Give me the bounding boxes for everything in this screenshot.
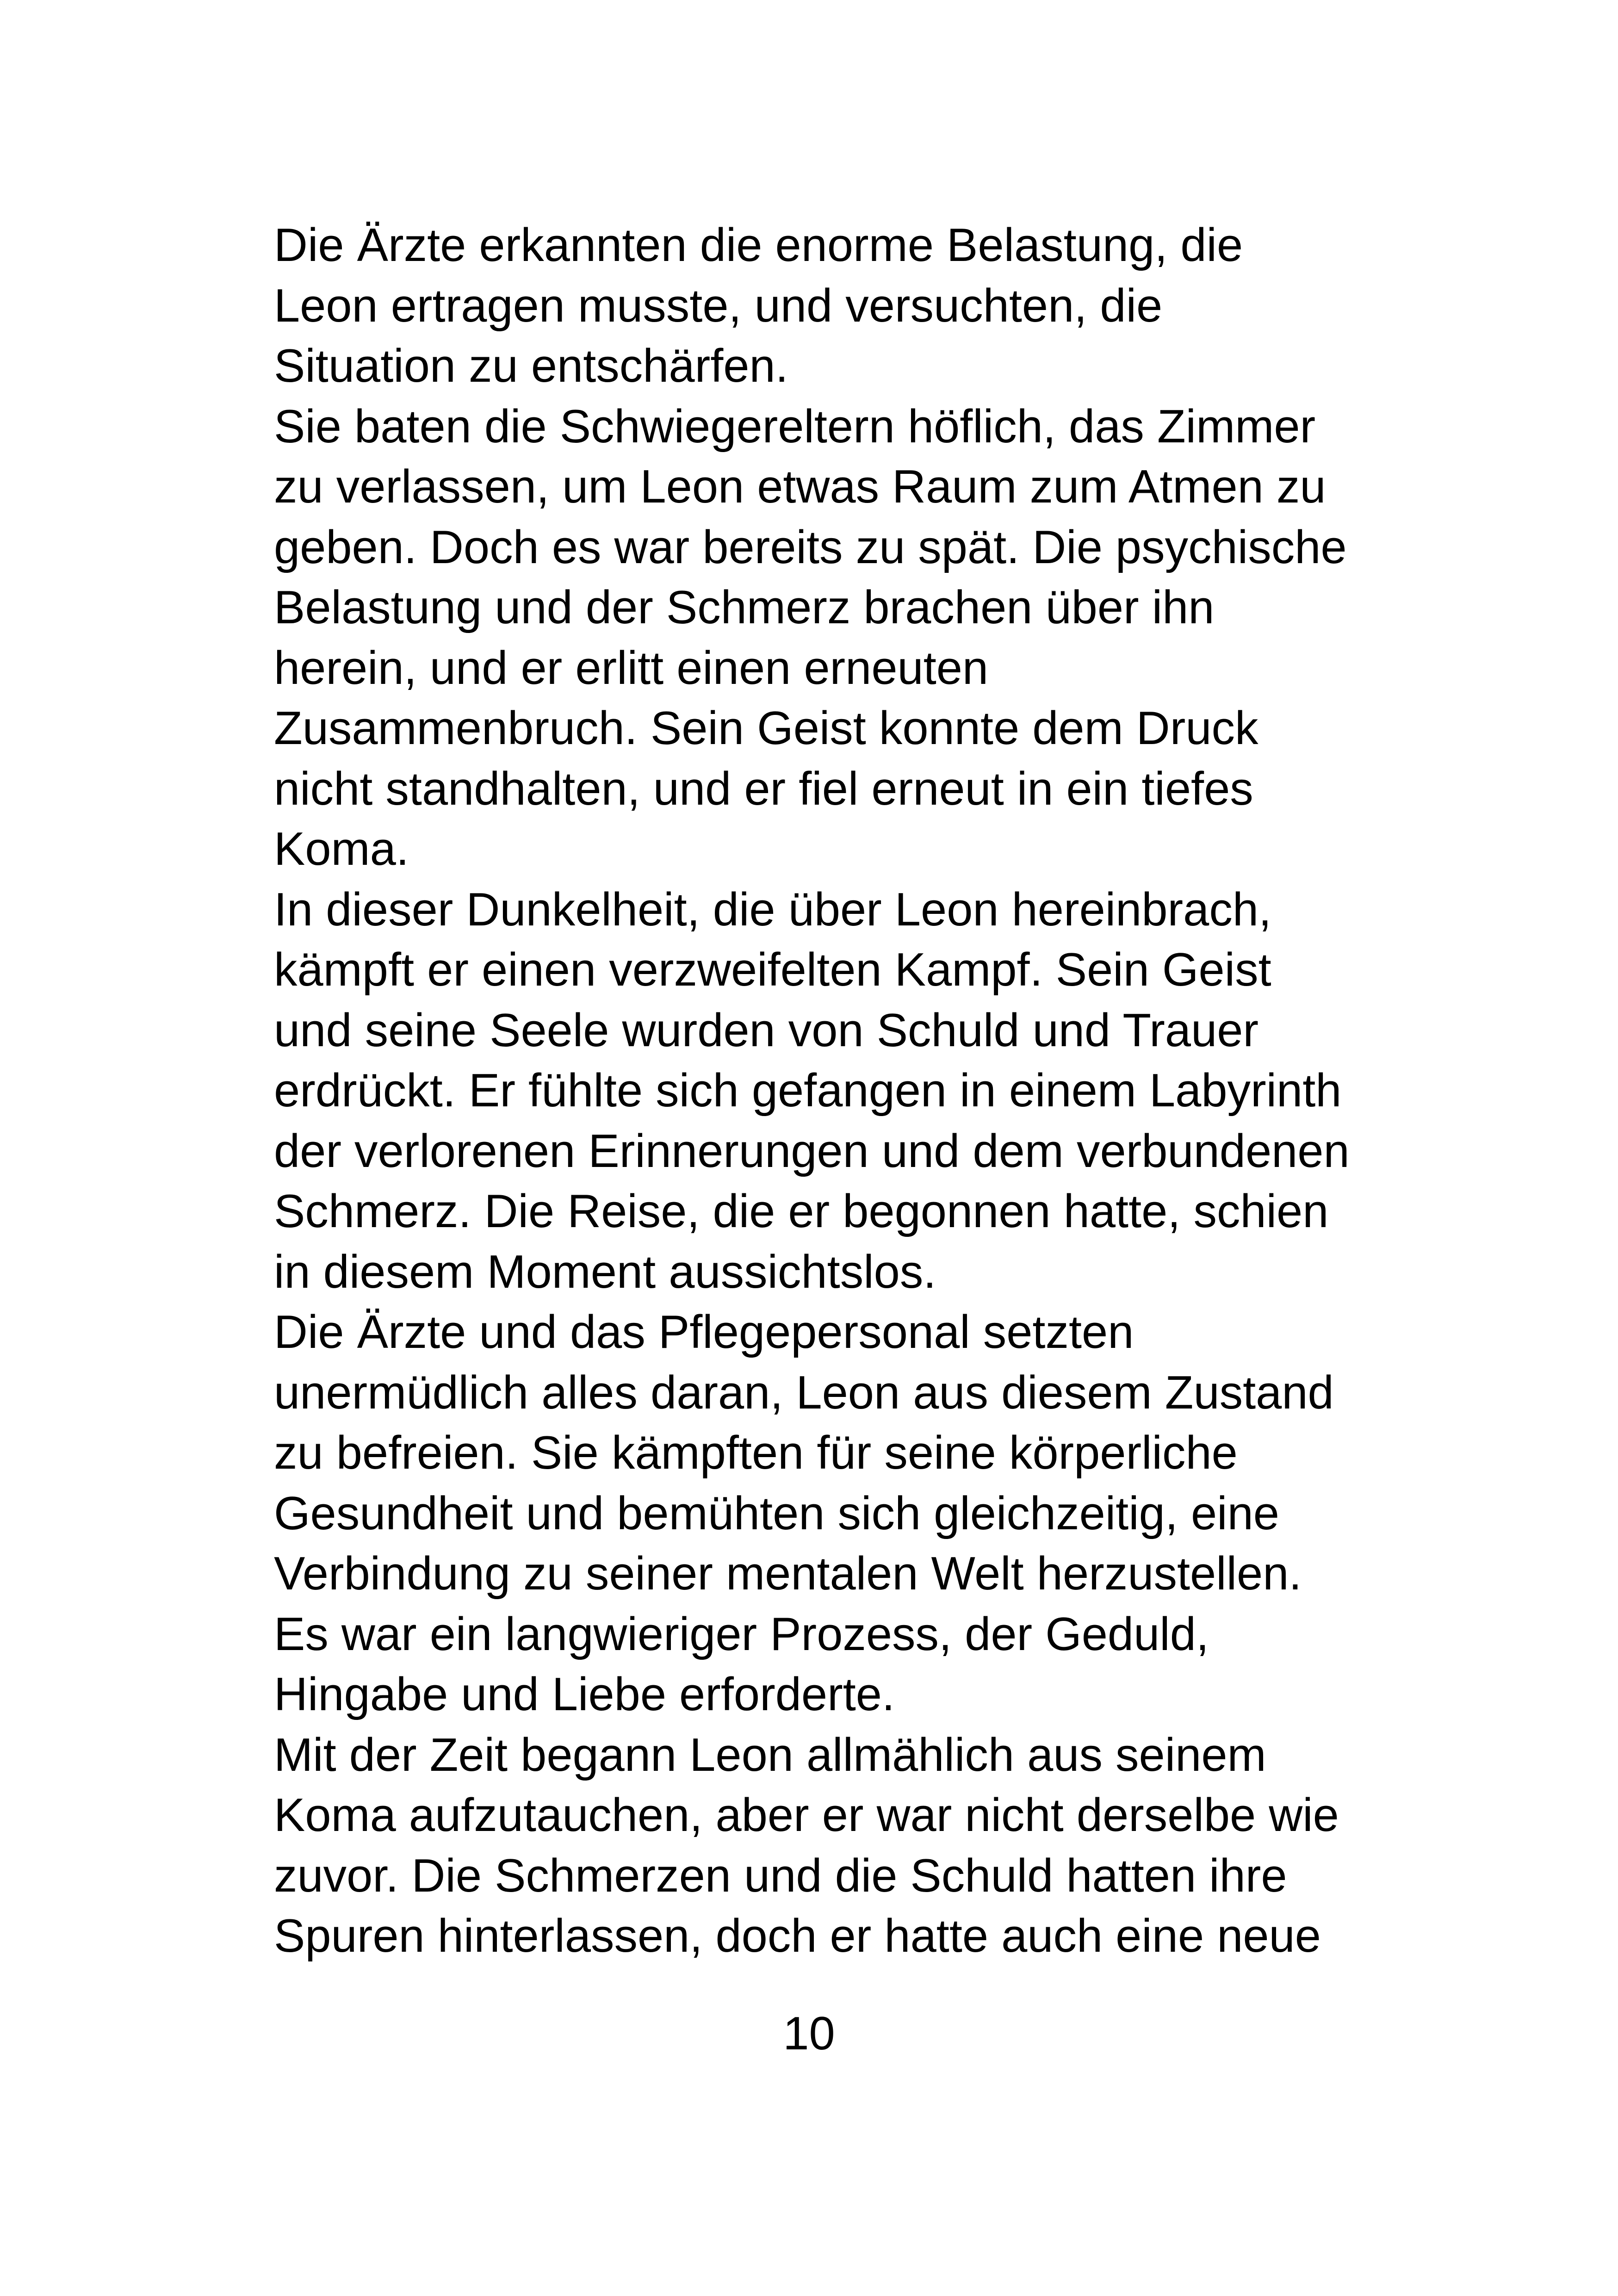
text-line: Mit der Zeit begann Leon allmählich aus seinem: [274, 1729, 1266, 1781]
text-line: erdrückt. Er fühlte sich gefangen in einem Labyrinth: [274, 1065, 1342, 1117]
text-line: unermüdlich alles daran, Leon aus diesem Zustand: [274, 1366, 1334, 1419]
text-line: in diesem Moment aussichtslos.: [274, 1246, 936, 1298]
body-text: [274, 215, 1384, 1967]
text-line: nicht standhalten, und er fiel erneut in ein tiefes: [274, 763, 1253, 815]
text-line: der verlorenen Erinnerungen und dem verbundenen: [274, 1125, 1350, 1177]
text-line: Schmerz. Die Reise, die er begonnen hatte, schien: [274, 1185, 1329, 1237]
text-line: Die Ärzte und das Pflegepersonal setzten: [274, 1306, 1134, 1358]
text-line: Koma aufzutauchen, aber er war nicht derselbe wie: [274, 1789, 1339, 1841]
text-line: herein, und er erlitt einen erneuten: [274, 642, 989, 694]
text-line: In dieser Dunkelheit, die über Leon hereinbrach,: [274, 883, 1272, 936]
text-line: Gesundheit und bemühten sich gleichzeitig, eine: [274, 1487, 1279, 1539]
text-line: Belastung und der Schmerz brachen über ihn: [274, 582, 1215, 633]
text-line: Spuren hinterlassen, doch er hatte auch eine neue: [274, 1910, 1321, 1962]
text-line: geben. Doch es war bereits zu spät. Die psychische: [274, 521, 1347, 573]
text-line: und seine Seele wurden von Schuld und Trauer: [274, 1004, 1259, 1056]
text-line: Zusammenbruch. Sein Geist konnte dem Druck: [274, 702, 1258, 754]
text-line: Verbindung zu seiner mentalen Welt herzustellen.: [274, 1548, 1302, 1600]
text-line: Es war ein langwieriger Prozess, der Geduld,: [274, 1608, 1209, 1660]
page-number: 10: [783, 2008, 835, 2060]
text-line: Hingabe und Liebe erforderte.: [274, 1669, 895, 1720]
text-line: zu verlassen, um Leon etwas Raum zum Atmen zu: [274, 461, 1326, 513]
text-line: Leon ertragen musste, und versuchten, die: [274, 279, 1163, 332]
text-line: zuvor. Die Schmerzen und die Schuld hatten ihre: [274, 1849, 1287, 1902]
text-line: Sie baten die Schwiegereltern höflich, das Zimmer: [274, 400, 1316, 453]
text-line: zu befreien. Sie kämpften für seine körperliche: [274, 1427, 1238, 1479]
text-line: Situation zu entschärfen.: [274, 340, 788, 392]
text-line: Die Ärzte erkannten die enorme Belastung, die: [274, 219, 1243, 271]
text-line: Koma.: [274, 823, 409, 875]
text-line: kämpft er einen verzweifelten Kampf. Sein Geist: [274, 944, 1271, 996]
